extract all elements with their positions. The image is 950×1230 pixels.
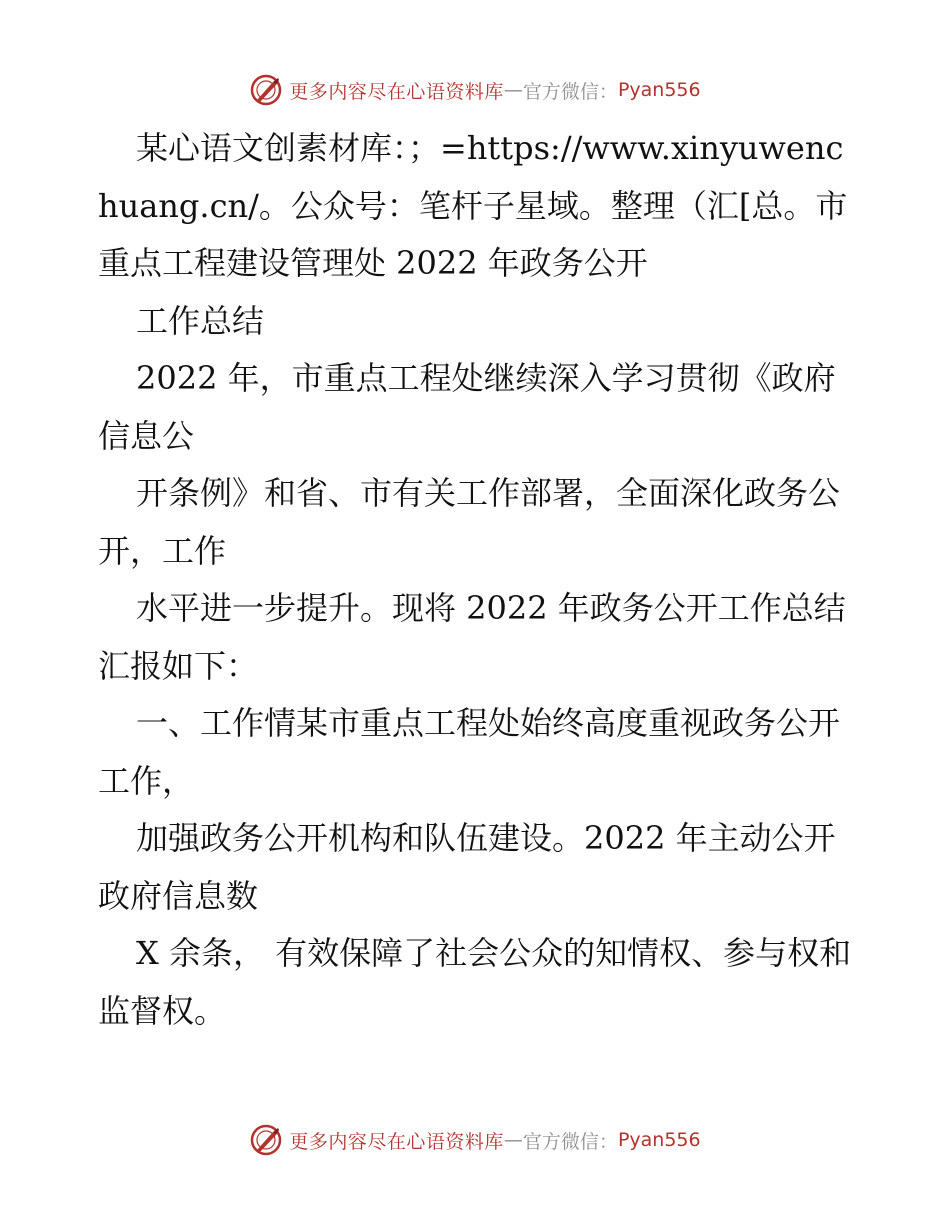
document-body	[98, 120, 858, 1040]
header-banner	[0, 70, 950, 110]
header-wechat-id: Pyan556	[617, 79, 701, 101]
paragraph-7: 加强政务公开机构和队伍建设。2022 年主动公开政府信息数	[98, 819, 836, 915]
quill-seal-icon	[249, 73, 283, 107]
footer-banner	[0, 1120, 950, 1160]
quill-seal-icon	[249, 1123, 283, 1157]
paragraph-8: X 余条， 有效保障了社会公众的知情权、参与权和监督权。	[98, 934, 852, 1030]
paragraph-4: 开条例》和省、市有关工作部署，全面深化政务公开，工作	[98, 474, 841, 570]
paragraph-6: 一、工作情某市重点工程处始终高度重视政务公开工作，	[98, 704, 841, 800]
footer-promo-text: 更多内容尽在心语资料库	[289, 1130, 504, 1153]
paragraph-intro: 某心语文创素材库：；=https://www.xinyuwenchuang.cn/。公众号：笔杆子星域。整理（汇[总。市重点工程建设管理处 2022 年政务公开	[98, 129, 848, 282]
footer-wechat-label: 官方微信：	[522, 1130, 618, 1153]
header-promo-text: 更多内容尽在心语资料库	[289, 80, 504, 103]
header-wechat-label: 官方微信：	[522, 80, 618, 103]
footer-wechat-id: Pyan556	[617, 1129, 701, 1151]
paragraph-title-cont: 工作总结	[136, 301, 265, 340]
footer-separator: —	[503, 1129, 523, 1151]
paragraph-3: 2022 年，市重点工程处继续深入学习贯彻《政府信息公	[98, 359, 836, 455]
paragraph-5: 水平进一步提升。现将 2022 年政务公开工作总结汇报如下：	[98, 589, 846, 685]
header-separator: —	[503, 79, 523, 101]
